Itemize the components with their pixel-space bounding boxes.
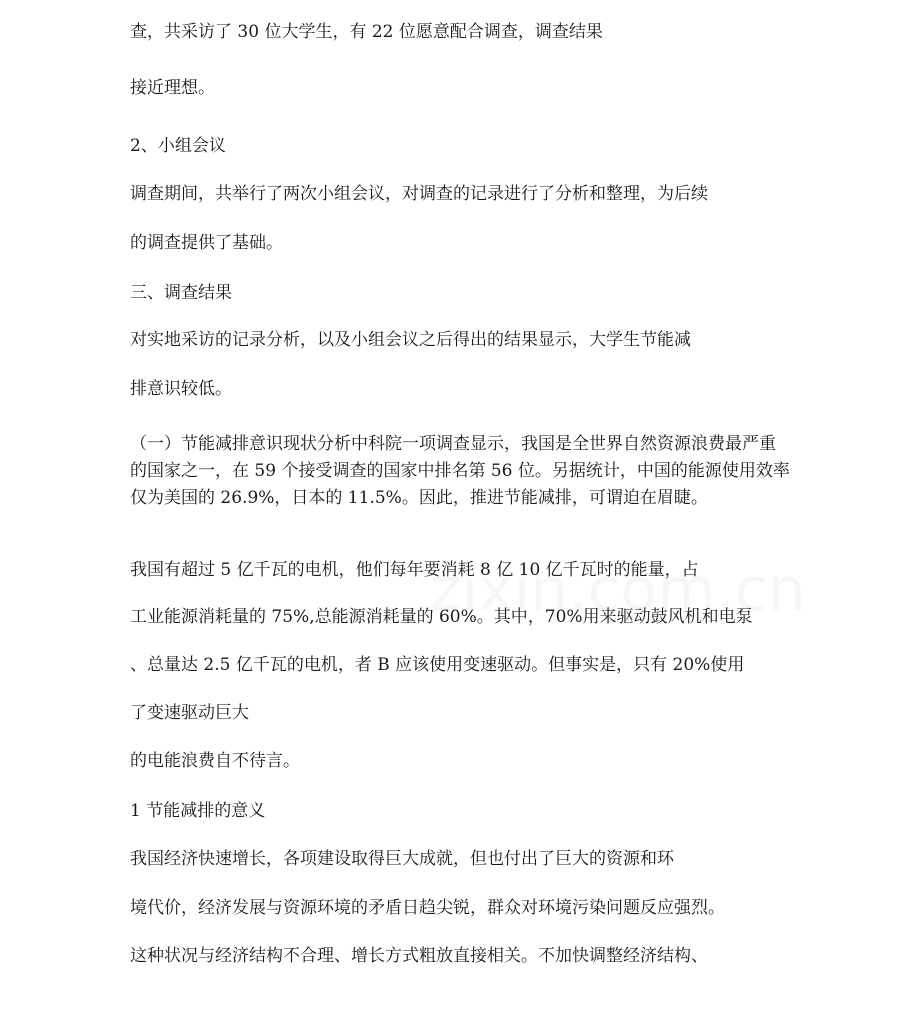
text-line-12: 、总量达 2.5 亿千瓦的电机，者 B 应该使用变速驱动。但事实是，只有 20%使用 bbox=[130, 655, 745, 675]
section-heading-group-meeting: 2、小组会议 bbox=[130, 136, 226, 156]
text-line-10: 我国有超过 5 亿千瓦的电机，他们每年要消耗 8 亿 10 亿千瓦时的能量，占 bbox=[130, 560, 699, 580]
section-heading-results: 三、调查结果 bbox=[130, 283, 232, 303]
text-line-16: 我国经济快速增长，各项建设取得巨大成就，但也付出了巨大的资源和环 bbox=[130, 849, 674, 869]
text-line-5: 的调查提供了基础。 bbox=[130, 233, 283, 253]
text-line-1: 查，共采访了 30 位大学生，有 22 位愿意配合调查，调查结果 bbox=[130, 22, 603, 42]
text-line-7: 对实地采访的记录分析，以及小组会议之后得出的结果显示，大学生节能减 bbox=[130, 330, 691, 350]
analysis-paragraph: （一）节能减排意识现状分析中科院一项调查显示，我国是全世界自然资源浪费最严重的国家之一，在 59 个接受调查的国家中排名第 56 位。另据统计，中国的能源使用效率仅为美国的 26.9%，日本的 11.5%。因此，推进节能减排，可谓迫在眉睫。 bbox=[130, 434, 790, 508]
section-heading-significance: 1 节能减排的意义 bbox=[130, 801, 266, 821]
text-line-13: 了变速驱动巨大 bbox=[130, 703, 249, 723]
text-line-18: 这种状况与经济结构不合理、增长方式粗放直接相关。不加快调整经济结构、 bbox=[130, 946, 708, 966]
text-line-2: 接近理想。 bbox=[130, 78, 215, 98]
text-line-14: 的电能浪费自不待言。 bbox=[130, 751, 300, 771]
text-line-4: 调查期间，共举行了两次小组会议，对调查的记录进行了分析和整理，为后续 bbox=[130, 184, 708, 204]
text-line-17: 境代价，经济发展与资源环境的矛盾日趋尖锐，群众对环境污染问题反应强烈。 bbox=[130, 898, 725, 918]
text-line-11: 工业能源消耗量的 75%,总能源消耗量的 60%。其中，70%用来驱动鼓风机和电泵 bbox=[130, 607, 753, 627]
text-line-8: 排意识较低。 bbox=[130, 379, 232, 399]
